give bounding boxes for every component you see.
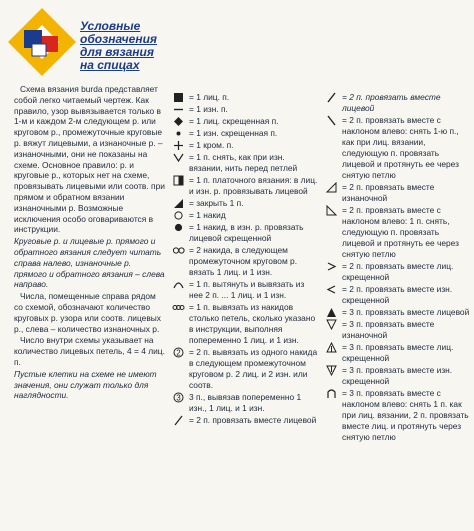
double-circle-icon xyxy=(167,245,189,256)
legend-text: = 2 п. провязать вместе лицевой xyxy=(342,92,441,113)
legend-entry xyxy=(320,115,470,181)
legend-entry xyxy=(167,140,320,151)
intro-text xyxy=(14,84,166,402)
legend-entry xyxy=(320,205,470,260)
legend-text: = 2 п. провязать вместе изн. скрещенной xyxy=(342,284,453,305)
chevron-right-icon xyxy=(320,261,342,272)
legend-entry xyxy=(320,365,470,387)
legend-entry xyxy=(167,175,320,197)
legend-entry xyxy=(320,388,470,443)
nabla-icon xyxy=(320,319,342,330)
legend-text: = 1 изн. п. xyxy=(189,104,228,114)
legend-entry xyxy=(167,92,320,103)
burda-logo xyxy=(6,6,78,78)
triangle-right-icon xyxy=(320,182,342,193)
intro-paragraph: Число внутри схемы указывает на количество лицевых петель, 4 = 4 лиц. п. xyxy=(14,335,165,367)
intro-paragraph: Круговые р. и лицевые р. прямого и обратного вязания следует читать справа налево, изнаночные р. прямого и обратного вязания – слева направо. xyxy=(14,236,165,290)
legend-text: = 1 п. вытянуть и вывязать из нее 2 п. ... 1 лиц. и 1 изн. xyxy=(189,279,305,300)
legend-text: = 3 п. провязать вместе лицевой xyxy=(342,307,470,317)
svg-text:3: 3 xyxy=(175,393,181,403)
tri-left-icon xyxy=(320,365,342,376)
legend-text: = 2 п. провязать вместе лиц. скрещенной xyxy=(342,261,454,282)
legend-text: = 2 п. провязать вместе с наклоном влево: 1 п. снять, следующую п. провязать лицевой и протянуть ее через снятую петлю xyxy=(342,205,459,259)
legend-text: = 1 накид, в изн. р. провязать лицевой скрещенной xyxy=(189,222,304,243)
filled-triangle-icon xyxy=(167,198,189,209)
v-arrow-icon xyxy=(167,152,189,163)
intro-paragraph: Числа, помещенные справа рядом со схемой, обозначают количество круговых р. узора или соотв. лицевых р., слева – количество изнаночных р. xyxy=(14,291,161,334)
legend-text: = 1 п. снять, как при изн. вязании, нить перед петлей xyxy=(189,152,298,173)
legend-entry xyxy=(167,128,320,139)
filled-square-icon xyxy=(167,92,189,103)
legend-text: = 2 п. провязать вместе с наклоном влево: снять 1-ю п., как при лиц. вязании, следующую п. провязать лицевой и протянуть ее через снятую петлю xyxy=(342,115,459,180)
legend-entry xyxy=(167,245,320,278)
legend-entry xyxy=(320,319,470,341)
legend-text: = 3 п. провязать вместе изн. скрещенной xyxy=(342,365,453,386)
tri-right-icon xyxy=(320,342,342,353)
legend-entry xyxy=(320,182,470,204)
right-slant-icon xyxy=(320,92,342,103)
legend-text: = 2 накида, в следующем промежуточном круговом р. вязать 1 лиц. и 1 изн. xyxy=(189,245,298,277)
legend-entry xyxy=(320,261,470,283)
legend-entry xyxy=(167,415,320,426)
legend-entry xyxy=(167,302,320,346)
legend-text: = 3 п. провязать вместе лиц. скрещенной xyxy=(342,342,454,363)
legend-text: = 2 п. вывязать из одного накида в следующем промежуточном круговом р. 2 лиц. и 2 изн. или соотв. xyxy=(189,347,318,390)
legend-text: = 1 кром. п. xyxy=(189,140,234,150)
arc-icon xyxy=(167,279,189,290)
circle-icon xyxy=(167,210,189,221)
title-line: для вязания xyxy=(80,45,154,59)
intro-paragraph: Схема вязания burda представляет собой легко читаемый чертеж. Как правило, узор вывязывается только в 1-м и каждом 2-м следующем р. или круговом р., промежуточные круговые р. вяжут лицевыми, а изнаночные р. – изнаночными, они не показаны на схеме. Основное правило: р. и круговые р., которых нет на схеме, провязывать лицевыми или соотв. при прямом и обратном вязании изнаночными р. Возможные исключения особо оговариваются в инструкции. xyxy=(14,84,165,235)
chevron-left-icon xyxy=(320,284,342,295)
legend-entry xyxy=(320,92,470,114)
legend-entry xyxy=(167,347,320,391)
legend-entry xyxy=(167,198,320,209)
legend-entry xyxy=(167,222,320,244)
legend-entry xyxy=(167,279,320,301)
legend-entry xyxy=(167,392,320,414)
dot-icon xyxy=(167,128,189,139)
triangle-left-icon xyxy=(320,205,342,216)
diamond-icon xyxy=(167,116,189,127)
legend-text: = 3 п. провязать вместе с наклоном влево: снять 1 п. как при лиц. вязании, 2 п. провязать вместе лиц. и протянуть через снятую петлю xyxy=(342,388,469,442)
legend-entry xyxy=(167,116,320,127)
dash-icon xyxy=(167,104,189,115)
intro-paragraph: Пустые клетки на схеме не имеют значения, они служат только для наглядности. xyxy=(14,368,157,401)
arch-icon xyxy=(320,388,342,399)
title-line: обозначения xyxy=(80,32,157,46)
page-title xyxy=(80,20,190,72)
legend-text: = 1 п. платочного вязания: в лиц. и изн. р. провязывать лицевой xyxy=(189,175,318,196)
filled-circle-icon xyxy=(167,222,189,233)
legend-text: = 3 п. провязать вместе изнаночной xyxy=(342,319,435,340)
legend-text: = 1 лиц. п. xyxy=(189,92,230,102)
slash-icon xyxy=(167,415,189,426)
legend-text: = 1 изн. скрещенная п. xyxy=(189,128,278,138)
legend-entry xyxy=(320,284,470,306)
legend-text: = 2 п. провязать вместе лицевой xyxy=(189,415,317,425)
legend-entry xyxy=(167,152,320,174)
legend-text: 3 п., вывязав попеременно 1 изн., 1 лиц. и 1 изн. xyxy=(189,392,302,413)
legend-text: = закрыть 1 п. xyxy=(189,198,244,208)
symbol-list-right xyxy=(320,92,470,444)
legend-entry xyxy=(320,342,470,364)
symbol-list-middle xyxy=(167,92,320,427)
triple-circle-icon xyxy=(167,302,189,313)
plus-icon xyxy=(167,140,189,151)
legend-entry xyxy=(167,104,320,115)
title-line: Условные xyxy=(80,19,141,33)
legend-text: = 1 накид xyxy=(189,210,226,220)
legend-entry xyxy=(320,307,470,318)
number-three-icon xyxy=(167,392,189,403)
svg-text:2: 2 xyxy=(175,348,181,358)
legend-text: = 2 п. провязать вместе изнаночной xyxy=(342,182,435,203)
legend-text: = 1 п. вывязать из накидов столько петель, сколько указано в инструкции, выполняя попеременно 1 лиц. и 1 изн. xyxy=(189,302,316,345)
legend-text: = 1 лиц. скрещенная п. xyxy=(189,116,279,126)
legend-entry xyxy=(167,210,320,221)
half-square-icon xyxy=(167,175,189,186)
delta-icon xyxy=(320,307,342,318)
title-line: на спицах xyxy=(80,58,140,72)
number-two-icon xyxy=(167,347,189,358)
left-slant-icon xyxy=(320,115,342,126)
